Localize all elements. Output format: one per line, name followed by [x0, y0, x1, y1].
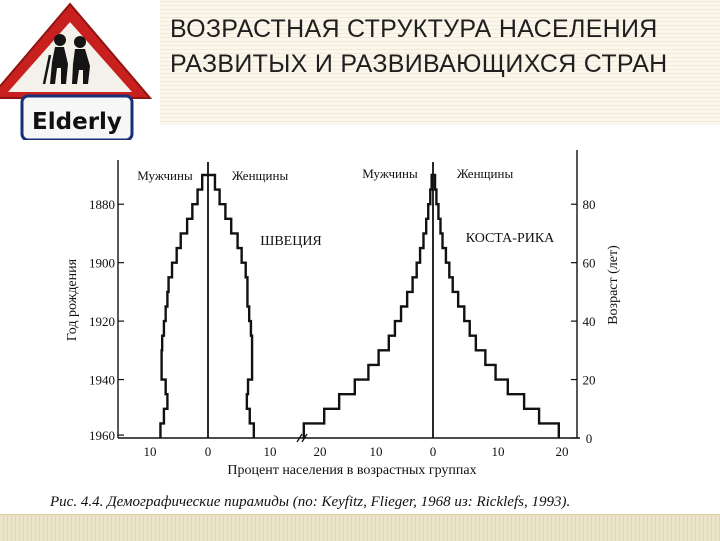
x-tick-label-sweden: 10	[143, 444, 157, 459]
footer-stripe	[0, 514, 720, 541]
pyramid-male-outline	[160, 175, 208, 438]
x-tick-label-costa-rica: 20	[555, 444, 569, 459]
age-tick-label: 40	[582, 314, 596, 330]
x-tick-label-costa-rica: 20	[313, 444, 327, 459]
birth-year-tick-label: 1960	[89, 428, 115, 444]
sign-plate-text: Elderly	[32, 109, 122, 135]
birth-year-tick-label: 1920	[89, 314, 115, 330]
age-tick-label: 0	[585, 431, 593, 446]
country-label-costa-rica: КОСТА-РИКА	[465, 231, 555, 246]
age-axis-title: Возраст (лет)	[606, 245, 621, 325]
x-tick-label-costa-rica: 0	[429, 444, 437, 459]
birth-year-tick-label: 1900	[89, 255, 115, 271]
x-tick-label-costa-rica: 10	[369, 444, 383, 459]
age-tick-label: 60	[582, 255, 596, 271]
age-tick-label: 80	[582, 197, 596, 213]
birth-year-axis-title: Год рождения	[65, 258, 80, 342]
birth-year-tick-label: 1940	[89, 372, 115, 388]
pyramid-female-outline	[208, 175, 254, 438]
pyramid-male-outline	[304, 175, 433, 438]
label-female-costa-rica: Женщины	[456, 166, 514, 181]
age-tick-label: 20	[582, 372, 596, 388]
slide-title: ВОЗРАСТНАЯ СТРУКТУРА НАСЕЛЕНИЯ РАЗВИТЫХ И РАЗВИВАЮЩИХСЯ СТРАН	[170, 15, 668, 78]
pyramid-female-outline	[433, 175, 559, 438]
x-tick-label-sweden: 10	[263, 444, 277, 459]
label-male-costa-rica: Мужчины	[362, 166, 418, 181]
country-label-sweden: ШВЕЦИЯ	[260, 234, 322, 249]
label-female-sweden: Женщины	[231, 168, 289, 183]
figure-caption: Рис. 4.4. Демографические пирамиды (по: Keyfitz, Flieger, 1968 из: Ricklefs, 1993).	[50, 494, 571, 510]
birth-year-tick-label: 1880	[89, 197, 115, 213]
x-tick-label-sweden: 0	[204, 444, 212, 459]
x-axis-title: Процент населения в возрастных группах	[227, 463, 477, 478]
label-male-sweden: Мужчины	[137, 168, 193, 183]
x-tick-label-costa-rica: 10	[491, 444, 505, 459]
